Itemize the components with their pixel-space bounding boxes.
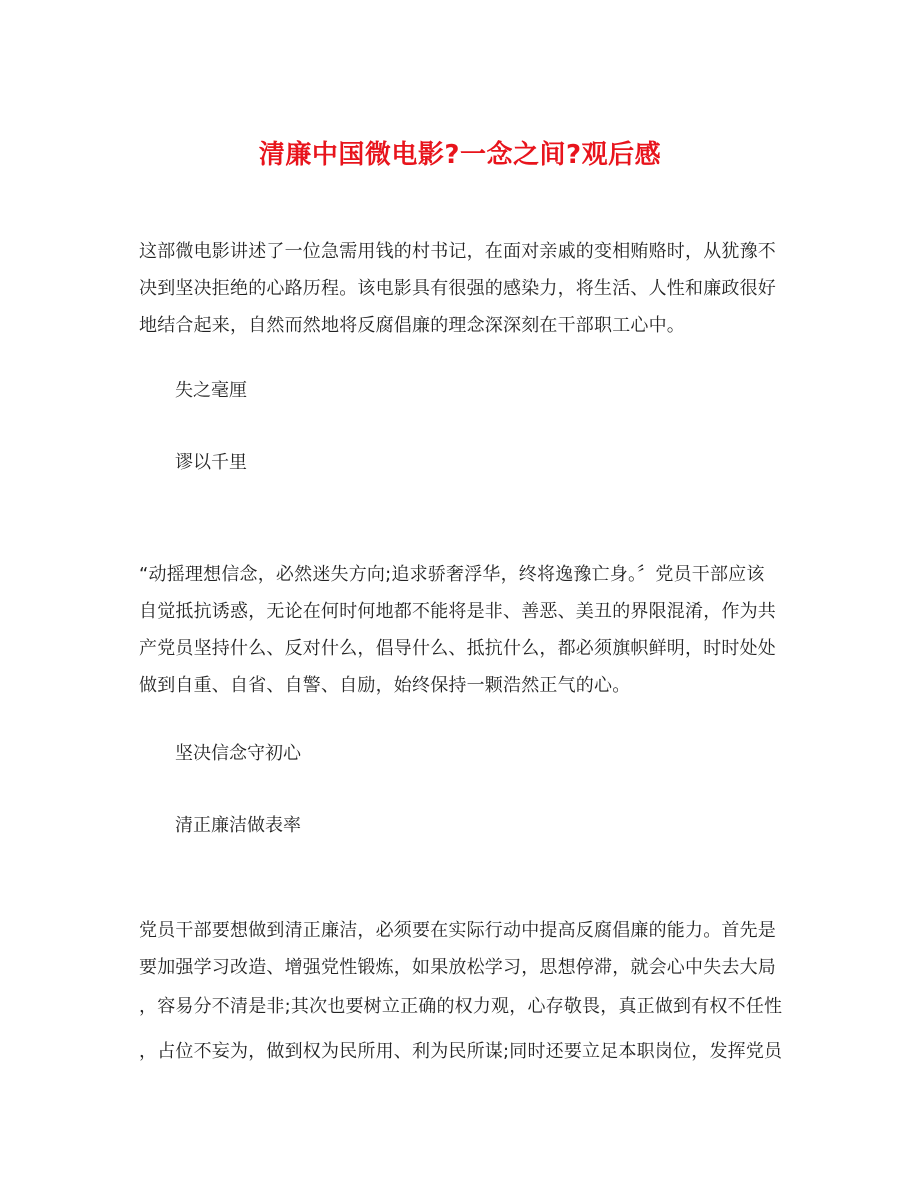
paragraph-intro xyxy=(139,233,781,344)
paragraph-line: ，容易分不清是非;其次也要树立正确的权力观，心存敬畏，真正做到有权不任性 xyxy=(139,996,783,1017)
section-heading-3: 坚决信念守初心 xyxy=(175,743,301,764)
paragraph-line: “动摇理想信念，必然迷失方向;追求骄奢浮华，终将逸豫亡身。〞党员干部应该 xyxy=(139,564,765,585)
section-heading-4: 清正廉洁做表率 xyxy=(175,815,301,836)
paragraph-line: ，占位不妄为，做到权为民所用、利为民所谋;同时还要立足本职岗位，发挥党员 xyxy=(139,1041,783,1062)
page-title: 清廉中国微电影?一念之间?观后感 xyxy=(258,140,662,171)
paragraph-line: 决到坚决拒绝的心路历程。该电影具有很强的感染力，将生活、人性和廉政很好 xyxy=(139,278,776,299)
paragraph-line: 自觉抵抗诱惑，无论在何时何地都不能将是非、善恶、美丑的界限混淆，作为共 xyxy=(139,601,776,622)
paragraph-integrity xyxy=(139,912,781,1070)
paragraph-line: 地结合起来，自然而然地将反腐倡廉的理念深深刻在干部职工心中。 xyxy=(139,315,685,336)
paragraph-line: 做到自重、自省、自警、自励，始终保持一颗浩然正气的心。 xyxy=(139,675,631,696)
paragraph-line: 党员干部要想做到清正廉洁，必须要在实际行动中提高反腐倡廉的能力。首先是 xyxy=(139,920,776,941)
section-heading-2: 谬以千里 xyxy=(175,452,247,473)
paragraph-line: 要加强学习改造、增强党性锻炼，如果放松学习，思想停滞，就会心中失去大局 xyxy=(139,957,776,978)
section-heading-1: 失之毫厘 xyxy=(175,380,247,401)
paragraph-ideals xyxy=(139,556,781,704)
paragraph-line: 这部微电影讲述了一位急需用钱的村书记，在面对亲戚的变相贿赂时，从犹豫不 xyxy=(139,241,776,262)
paragraph-line: 产党员坚持什么、反对什么，倡导什么、抵抗什么，都必须旗帜鲜明，时时处处 xyxy=(139,638,776,659)
